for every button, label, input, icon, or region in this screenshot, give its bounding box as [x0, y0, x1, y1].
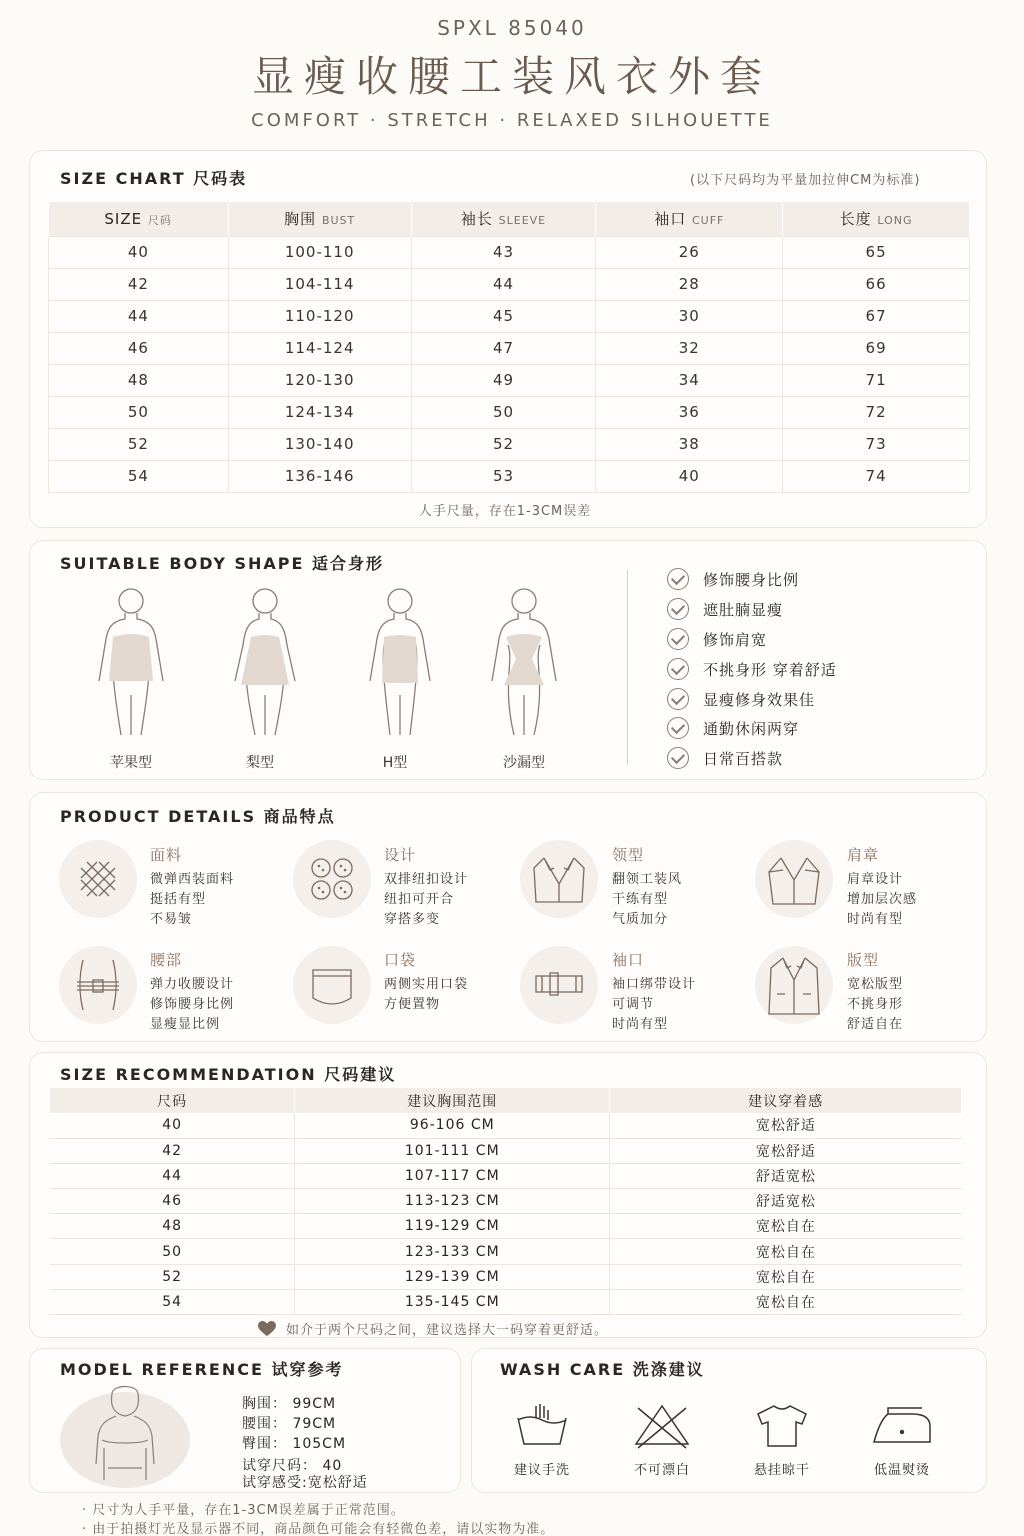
recommendation-tip-text: 如介于两个尺码之间，建议选择大一码穿着更舒适。: [286, 1323, 609, 1338]
detail-name: 版型: [847, 951, 880, 969]
table-row: 42 101-111 CM 宽松舒适: [50, 1138, 962, 1163]
table-row: 50 124-134 50 36 72: [49, 396, 970, 428]
check-icon: [667, 688, 689, 710]
waist-icon: [59, 946, 137, 1024]
table-row: 54 136-146 53 40 74: [49, 460, 970, 492]
model-line: 胸围： 99CM: [242, 1396, 337, 1412]
table-row: 40 100-110 43 26 65: [49, 236, 970, 268]
recommendation-tip: [258, 1319, 608, 1338]
hand-wash-icon: [502, 1400, 582, 1450]
detail-name: 腰部: [150, 951, 183, 969]
size-chart-header-row: [49, 202, 970, 236]
model-line: 试穿感受:宽松舒适: [242, 1475, 368, 1491]
detail-line: 气质加分: [612, 912, 669, 927]
table-row: 48 119-129 CM 宽松自在: [50, 1214, 962, 1239]
detail-name: 口袋: [384, 951, 417, 969]
col-fit: 建议穿着感: [610, 1088, 962, 1113]
size-chart-note: (以下尺码均为平量加拉伸CM为标准): [690, 173, 921, 188]
footer-note: · 尺寸为人手平量，存在1-3CM误差属于正常范围。: [82, 1503, 405, 1518]
detail-line: 挺括有型: [150, 892, 207, 907]
col-size: 尺码: [50, 1088, 295, 1113]
table-row: 46 114-124 47 32 69: [49, 332, 970, 364]
detail-name: 袖口: [612, 951, 645, 969]
feature-item: 修饰腰身比例: [667, 568, 799, 590]
size-chart-title: SIZE CHART 尺码表: [60, 169, 248, 188]
col-bust-range: 建议胸围范围: [295, 1088, 610, 1113]
detail-name: 设计: [384, 846, 417, 864]
apple-shape-figure-icon: [91, 585, 171, 745]
table-row: 52 129-139 CM 宽松自在: [50, 1264, 962, 1289]
product-details-title: PRODUCT DETAILS 商品特点: [60, 807, 336, 826]
size-recommendation-table: [50, 1088, 962, 1315]
low-iron-icon: [862, 1400, 942, 1450]
check-icon: [667, 717, 689, 739]
detail-line: 两侧实用口袋: [384, 977, 469, 992]
col-bust: 胸围 BUST: [228, 202, 411, 236]
detail-line: 时尚有型: [847, 912, 904, 927]
detail-line: 肩章设计: [847, 872, 904, 887]
table-row: 50 123-133 CM 宽松自在: [50, 1239, 962, 1264]
wash-label: 低温熨烫: [873, 1463, 930, 1478]
size-chart-table: [48, 202, 970, 493]
feature-item: 修饰肩宽: [667, 628, 767, 650]
detail-line: 翻领工装风: [612, 872, 683, 887]
model-figure-icon: [60, 1384, 190, 1488]
product-code: SPXL 85040: [437, 16, 587, 40]
detail-line: 双排纽扣设计: [384, 872, 469, 887]
h-shape-figure-icon: [360, 585, 440, 745]
wash-label: 悬挂晾干: [753, 1463, 810, 1478]
size-recommendation-title: SIZE RECOMMENDATION 尺码建议: [60, 1065, 397, 1084]
detail-name: 领型: [612, 846, 645, 864]
model-line: 试穿尺码： 40: [242, 1458, 343, 1474]
model-reference-title: MODEL REFERENCE 试穿参考: [60, 1360, 344, 1379]
product-subtitle: COMFORT · STRETCH · RELAXED SILHOUETTE: [251, 110, 773, 131]
detail-line: 增加层次感: [847, 892, 918, 907]
table-row: 46 113-123 CM 舒适宽松: [50, 1189, 962, 1214]
buttons-icon: [293, 840, 371, 918]
check-icon: [667, 628, 689, 650]
detail-line: 弹力收腰设计: [150, 977, 235, 992]
feature-item: 显瘦修身效果佳: [667, 688, 815, 710]
footer-note: · 由于拍摄灯光及显示器不同，商品颜色可能会有轻微色差，请以实物为准。: [82, 1522, 555, 1536]
product-title: 显瘦收腰工装风衣外套: [251, 52, 772, 101]
col-sleeve: 袖长 SLEEVE: [411, 202, 596, 236]
shape-label-h: H型: [382, 755, 408, 771]
no-bleach-icon: [622, 1400, 702, 1450]
detail-line: 微弹西装面料: [150, 872, 235, 887]
table-row: 44 107-117 CM 舒适宽松: [50, 1163, 962, 1188]
shape-label-apple: 苹果型: [110, 755, 152, 771]
detail-name: 面料: [150, 846, 183, 864]
cuff-icon: [520, 946, 598, 1024]
col-long: 长度 LONG: [783, 202, 970, 236]
detail-name: 肩章: [847, 846, 880, 864]
check-icon: [667, 658, 689, 680]
check-icon: [667, 598, 689, 620]
col-cuff: 袖口 CUFF: [596, 202, 783, 236]
wash-label: 建议手洗: [513, 1463, 570, 1478]
detail-line: 舒适自在: [847, 1017, 904, 1032]
detail-line: 修饰腰身比例: [150, 997, 235, 1012]
detail-line: 袖口绑带设计: [612, 977, 697, 992]
epaulette-icon: [755, 840, 833, 918]
detail-line: 不挑身形: [847, 997, 904, 1012]
hourglass-shape-figure-icon: [484, 585, 564, 745]
detail-line: 纽扣可开合: [384, 892, 455, 907]
fabric-icon: [59, 840, 137, 918]
divider: [627, 570, 628, 765]
detail-line: 可调节: [612, 997, 655, 1012]
table-row: 40 96-106 CM 宽松舒适: [50, 1113, 962, 1138]
feature-item: 通勤休闲两穿: [667, 717, 799, 739]
wash-care-title: WASH CARE 洗涤建议: [500, 1360, 705, 1379]
detail-line: 宽松版型: [847, 977, 904, 992]
feature-item: 遮肚腩显瘦: [667, 598, 783, 620]
col-size: SIZE 尺码: [49, 202, 229, 236]
hang-dry-icon: [742, 1400, 822, 1450]
table-row: 44 110-120 45 30 67: [49, 300, 970, 332]
model-line: 腰围： 79CM: [242, 1416, 337, 1432]
feature-item: 不挑身形 穿着舒适: [667, 658, 837, 680]
table-row: 54 135-145 CM 宽松自在: [50, 1289, 962, 1314]
size-chart-error-note: 人手尺量，存在1-3CM误差: [418, 504, 592, 519]
detail-line: 时尚有型: [612, 1017, 669, 1032]
table-row: 52 130-140 52 38 73: [49, 428, 970, 460]
table-row: 48 120-130 49 34 71: [49, 364, 970, 396]
feature-item: 日常百搭款: [667, 747, 783, 769]
detail-line: 显瘦显比例: [150, 1017, 221, 1032]
detail-line: 方便置物: [384, 997, 441, 1012]
pear-shape-figure-icon: [225, 585, 305, 745]
lapel-icon: [520, 840, 598, 918]
model-line: 臀围： 105CM: [242, 1436, 347, 1452]
detail-line: 穿搭多变: [384, 912, 441, 927]
body-shape-title: SUITABLE BODY SHAPE 适合身形: [60, 554, 385, 573]
shape-label-pear: 梨型: [246, 755, 274, 771]
detail-line: 干练有型: [612, 892, 669, 907]
shape-label-hourglass: 沙漏型: [503, 755, 545, 771]
table-row: 42 104-114 44 28 66: [49, 268, 970, 300]
detail-line: 不易皱: [150, 912, 193, 927]
heart-icon: [258, 1321, 276, 1337]
check-icon: [667, 568, 689, 590]
coat-icon: [755, 946, 833, 1024]
recommendation-header-row: [50, 1088, 962, 1113]
check-icon: [667, 747, 689, 769]
pocket-icon: [293, 946, 371, 1024]
wash-label: 不可漂白: [633, 1463, 690, 1478]
